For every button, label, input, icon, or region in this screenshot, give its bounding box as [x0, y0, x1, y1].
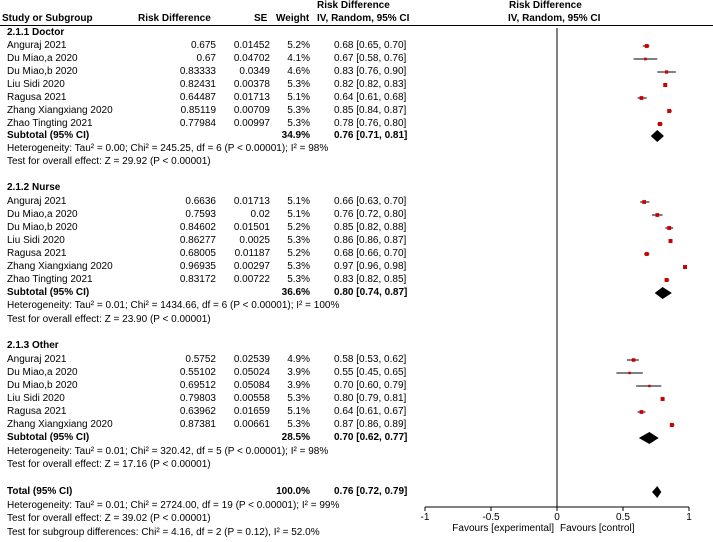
- weight-value: 3.9%: [287, 367, 310, 378]
- study-point-marker: [640, 410, 644, 414]
- x-tick-label: 1: [686, 512, 692, 523]
- study-name: Anguraj 2021: [7, 354, 67, 365]
- weight-value: 5.2%: [287, 222, 310, 233]
- weight-value: 5.1%: [287, 209, 310, 220]
- total-diamond: [652, 486, 661, 498]
- subtotal-label: Subtotal (95% CI): [7, 287, 90, 298]
- rd-value: 0.64487: [179, 92, 216, 103]
- subgroup-differences-text: Test for subgroup differences: Chi² = 4.16, df = 2 (P = 0.12), I² = 52.0%: [7, 527, 320, 538]
- subtotal-label: Subtotal (95% CI): [7, 432, 90, 443]
- ci-value: 0.87 [0.86, 0.89]: [334, 419, 407, 430]
- subtotal-diamond: [639, 432, 659, 444]
- heterogeneity-text: Heterogeneity: Tau² = 0.01; Chi² = 320.42, df = 5 (P < 0.00001); I² = 98%: [7, 446, 329, 457]
- plot-header-top: Risk Difference: [509, 0, 582, 11]
- rd-value: 0.5752: [185, 354, 216, 365]
- ci-value: 0.68 [0.65, 0.70]: [334, 40, 407, 51]
- se-value: 0.0349: [239, 66, 270, 77]
- se-value: 0.01501: [233, 222, 270, 233]
- study-name: Anguraj 2021: [7, 196, 67, 207]
- se-value: 0.00661: [233, 419, 270, 430]
- total-weight: 100.0%: [276, 486, 310, 497]
- se-value: 0.00709: [233, 105, 270, 116]
- weight-value: 5.3%: [287, 274, 310, 285]
- plot-header-bottom: IV, Random, 95% CI: [508, 13, 601, 24]
- study-name: Zhang Xiangxiang 2020: [7, 419, 113, 430]
- ci-value: 0.70 [0.60, 0.79]: [334, 380, 407, 391]
- study-point-marker: [655, 213, 659, 217]
- ci-value: 0.64 [0.61, 0.67]: [334, 406, 407, 417]
- rd-value: 0.96935: [179, 261, 216, 272]
- study-point-marker: [640, 96, 644, 100]
- study-name: Zhang Xiangxiang 2020: [7, 261, 113, 272]
- se-value: 0.04702: [233, 53, 270, 64]
- ci-value: 0.58 [0.53, 0.62]: [334, 354, 407, 365]
- study-name: Zhang Xiangxiang 2020: [7, 105, 113, 116]
- ci-value: 0.85 [0.82, 0.88]: [334, 222, 407, 233]
- study-point-marker: [670, 423, 674, 427]
- x-tick-label: 0: [554, 512, 560, 523]
- study-point-marker: [669, 239, 673, 243]
- ci-value: 0.64 [0.61, 0.68]: [334, 92, 407, 103]
- rd-column-header: Risk Difference: [138, 13, 211, 24]
- plot-marks: [616, 44, 687, 498]
- study-point-marker: [663, 83, 667, 87]
- ci-value: 0.76 [0.72, 0.80]: [334, 209, 407, 220]
- group-title-nurse: 2.1.2 Nurse: [7, 182, 61, 193]
- weight-value: 5.3%: [287, 79, 310, 90]
- study-point-marker: [645, 44, 649, 48]
- study-point-marker: [645, 252, 649, 256]
- subtotal-diamond: [655, 287, 672, 299]
- study-point-marker: [661, 397, 665, 401]
- rd-value: 0.675: [190, 40, 216, 51]
- subtotal-diamond: [651, 130, 664, 142]
- study-name: Du Miao,a 2020: [7, 53, 78, 64]
- se-value: 0.05024: [233, 367, 270, 378]
- study-name: Du Miao,b 2020: [7, 222, 78, 233]
- study-point-marker: [642, 200, 646, 204]
- rd-value: 0.83172: [179, 274, 216, 285]
- study-name: Anguraj 2021: [7, 40, 67, 51]
- study-point-marker: [632, 358, 636, 362]
- subtotal-weight: 34.9%: [281, 130, 310, 141]
- weight-column-header: Weight: [276, 13, 310, 24]
- ci-value: 0.67 [0.58, 0.76]: [334, 53, 407, 64]
- rd-value: 0.77984: [179, 118, 216, 129]
- study-name: Du Miao,a 2020: [7, 367, 78, 378]
- subtotal-ci: 0.70 [0.62, 0.77]: [334, 432, 408, 443]
- rd-value: 0.55102: [179, 367, 216, 378]
- se-value: 0.02539: [233, 354, 270, 365]
- ci-value: 0.83 [0.76, 0.90]: [334, 66, 407, 77]
- x-axis-ticks: [421, 507, 693, 523]
- rd-value: 0.83333: [179, 66, 216, 77]
- ci-value: 0.85 [0.84, 0.87]: [334, 105, 407, 116]
- weight-value: 5.2%: [287, 248, 310, 259]
- weight-value: 5.3%: [287, 105, 310, 116]
- weight-value: 5.3%: [287, 235, 310, 246]
- se-value: 0.02: [250, 209, 270, 220]
- total-heterogeneity-text: Heterogeneity: Tau² = 0.01; Chi² = 2724.00, df = 19 (P < 0.00001); I² = 99%: [7, 500, 340, 511]
- weight-value: 4.6%: [287, 66, 310, 77]
- rd-value: 0.86277: [179, 235, 216, 246]
- weight-value: 4.1%: [287, 53, 310, 64]
- weight-value: 5.3%: [287, 261, 310, 272]
- favours-experimental-label: Favours [experimental]: [452, 523, 554, 534]
- group-title-other: 2.1.3 Other: [7, 340, 59, 351]
- se-value: 0.01659: [233, 406, 270, 417]
- heterogeneity-text: Heterogeneity: Tau² = 0.01; Chi² = 1434.66, df = 6 (P < 0.00001); I² = 100%: [7, 300, 340, 311]
- se-value: 0.05084: [233, 380, 270, 391]
- study-column-header: Study or Subgroup: [2, 13, 93, 24]
- risk-difference-header-top: Risk Difference: [317, 0, 390, 11]
- overall-effect-text: Test for overall effect: Z = 29.92 (P < 0.00001): [7, 156, 211, 167]
- heterogeneity-text: Heterogeneity: Tau² = 0.00; Chi² = 245.25, df = 6 (P < 0.00001); I² = 98%: [7, 143, 329, 154]
- weight-value: 5.3%: [287, 393, 310, 404]
- study-name: Du Miao,a 2020: [7, 209, 78, 220]
- rd-value: 0.6636: [185, 196, 216, 207]
- rd-value: 0.79803: [179, 393, 216, 404]
- ci-value: 0.83 [0.82, 0.85]: [334, 274, 407, 285]
- se-value: 0.01713: [233, 92, 270, 103]
- rd-value: 0.67: [196, 53, 216, 64]
- study-name: Ragusa 2021: [7, 248, 67, 259]
- ci-value: 0.66 [0.63, 0.70]: [334, 196, 407, 207]
- subtotal-weight: 36.6%: [281, 287, 310, 298]
- x-tick-label: -0.5: [482, 512, 500, 523]
- subtotal-ci: 0.80 [0.74, 0.87]: [334, 287, 408, 298]
- se-value: 0.00378: [233, 79, 270, 90]
- se-column-header: SE: [254, 13, 268, 24]
- study-name: Zhao Tingting 2021: [7, 274, 93, 285]
- ci-value: 0.82 [0.82, 0.83]: [334, 79, 407, 90]
- subtotal-label: Subtotal (95% CI): [7, 130, 90, 141]
- ci-value: 0.97 [0.96, 0.98]: [334, 261, 407, 272]
- overall-effect-text: Test for overall effect: Z = 23.90 (P < 0.00001): [7, 314, 211, 325]
- se-value: 0.00558: [233, 393, 270, 404]
- rd-value: 0.87381: [179, 419, 216, 430]
- rd-value: 0.82431: [179, 79, 216, 90]
- se-value: 0.0025: [239, 235, 270, 246]
- ci-value: 0.68 [0.66, 0.70]: [334, 248, 407, 259]
- rd-value: 0.63962: [179, 406, 216, 417]
- weight-value: 5.1%: [287, 406, 310, 417]
- weight-value: 4.9%: [287, 354, 310, 365]
- total-ci: 0.76 [0.72, 0.79]: [334, 486, 408, 497]
- se-value: 0.01452: [233, 40, 270, 51]
- subtotal-ci: 0.76 [0.71, 0.81]: [334, 130, 408, 141]
- se-value: 0.00297: [233, 261, 270, 272]
- study-name: Liu Sidi 2020: [7, 79, 65, 90]
- x-tick-label: 0.5: [616, 512, 630, 523]
- study-point-marker: [665, 278, 669, 282]
- study-point-marker: [628, 372, 630, 374]
- study-point-marker: [667, 226, 671, 230]
- weight-value: 3.9%: [287, 380, 310, 391]
- se-value: 0.00997: [233, 118, 270, 129]
- weight-value: 5.2%: [287, 40, 310, 51]
- study-point-marker: [667, 109, 671, 113]
- rd-value: 0.7593: [185, 209, 216, 220]
- study-point-marker: [658, 122, 662, 126]
- subtotal-weight: 28.5%: [281, 432, 310, 443]
- ci-value: 0.80 [0.79, 0.81]: [334, 393, 407, 404]
- ci-column-header: IV, Random, 95% CI: [317, 13, 410, 24]
- study-name: Zhao Tingting 2021: [7, 118, 93, 129]
- study-point-marker: [648, 385, 650, 387]
- ci-value: 0.55 [0.45, 0.65]: [334, 367, 407, 378]
- study-point-marker: [683, 265, 687, 269]
- ci-value: 0.86 [0.86, 0.87]: [334, 235, 407, 246]
- study-point-marker: [665, 70, 668, 73]
- group-title-doctor: 2.1.1 Doctor: [7, 27, 65, 38]
- total-label: Total (95% CI): [7, 486, 73, 497]
- weight-value: 5.1%: [287, 92, 310, 103]
- overall-effect-text: Test for overall effect: Z = 17.16 (P < 0.00001): [7, 459, 211, 470]
- study-name: Du Miao,b 2020: [7, 66, 78, 77]
- se-value: 0.01713: [233, 196, 270, 207]
- study-point-marker: [644, 58, 647, 61]
- x-tick-label: -1: [420, 512, 430, 523]
- weight-value: 5.3%: [287, 118, 310, 129]
- rd-value: 0.69512: [179, 380, 216, 391]
- se-value: 0.01187: [234, 248, 270, 259]
- total-overall-effect-text: Test for overall effect: Z = 39.02 (P < 0.00001): [7, 513, 211, 524]
- study-name: Ragusa 2021: [7, 92, 67, 103]
- study-name: Ragusa 2021: [7, 406, 67, 417]
- study-name: Du Miao,b 2020: [7, 380, 78, 391]
- rd-value: 0.85119: [180, 105, 216, 116]
- study-name: Liu Sidi 2020: [7, 393, 65, 404]
- ci-value: 0.78 [0.76, 0.80]: [334, 118, 407, 129]
- rd-value: 0.68005: [179, 248, 216, 259]
- se-value: 0.00722: [233, 274, 270, 285]
- study-name: Liu Sidi 2020: [7, 235, 65, 246]
- weight-value: 5.1%: [287, 196, 310, 207]
- weight-value: 5.3%: [287, 419, 310, 430]
- rd-value: 0.84602: [179, 222, 216, 233]
- favours-control-label: Favours [control]: [560, 523, 635, 534]
